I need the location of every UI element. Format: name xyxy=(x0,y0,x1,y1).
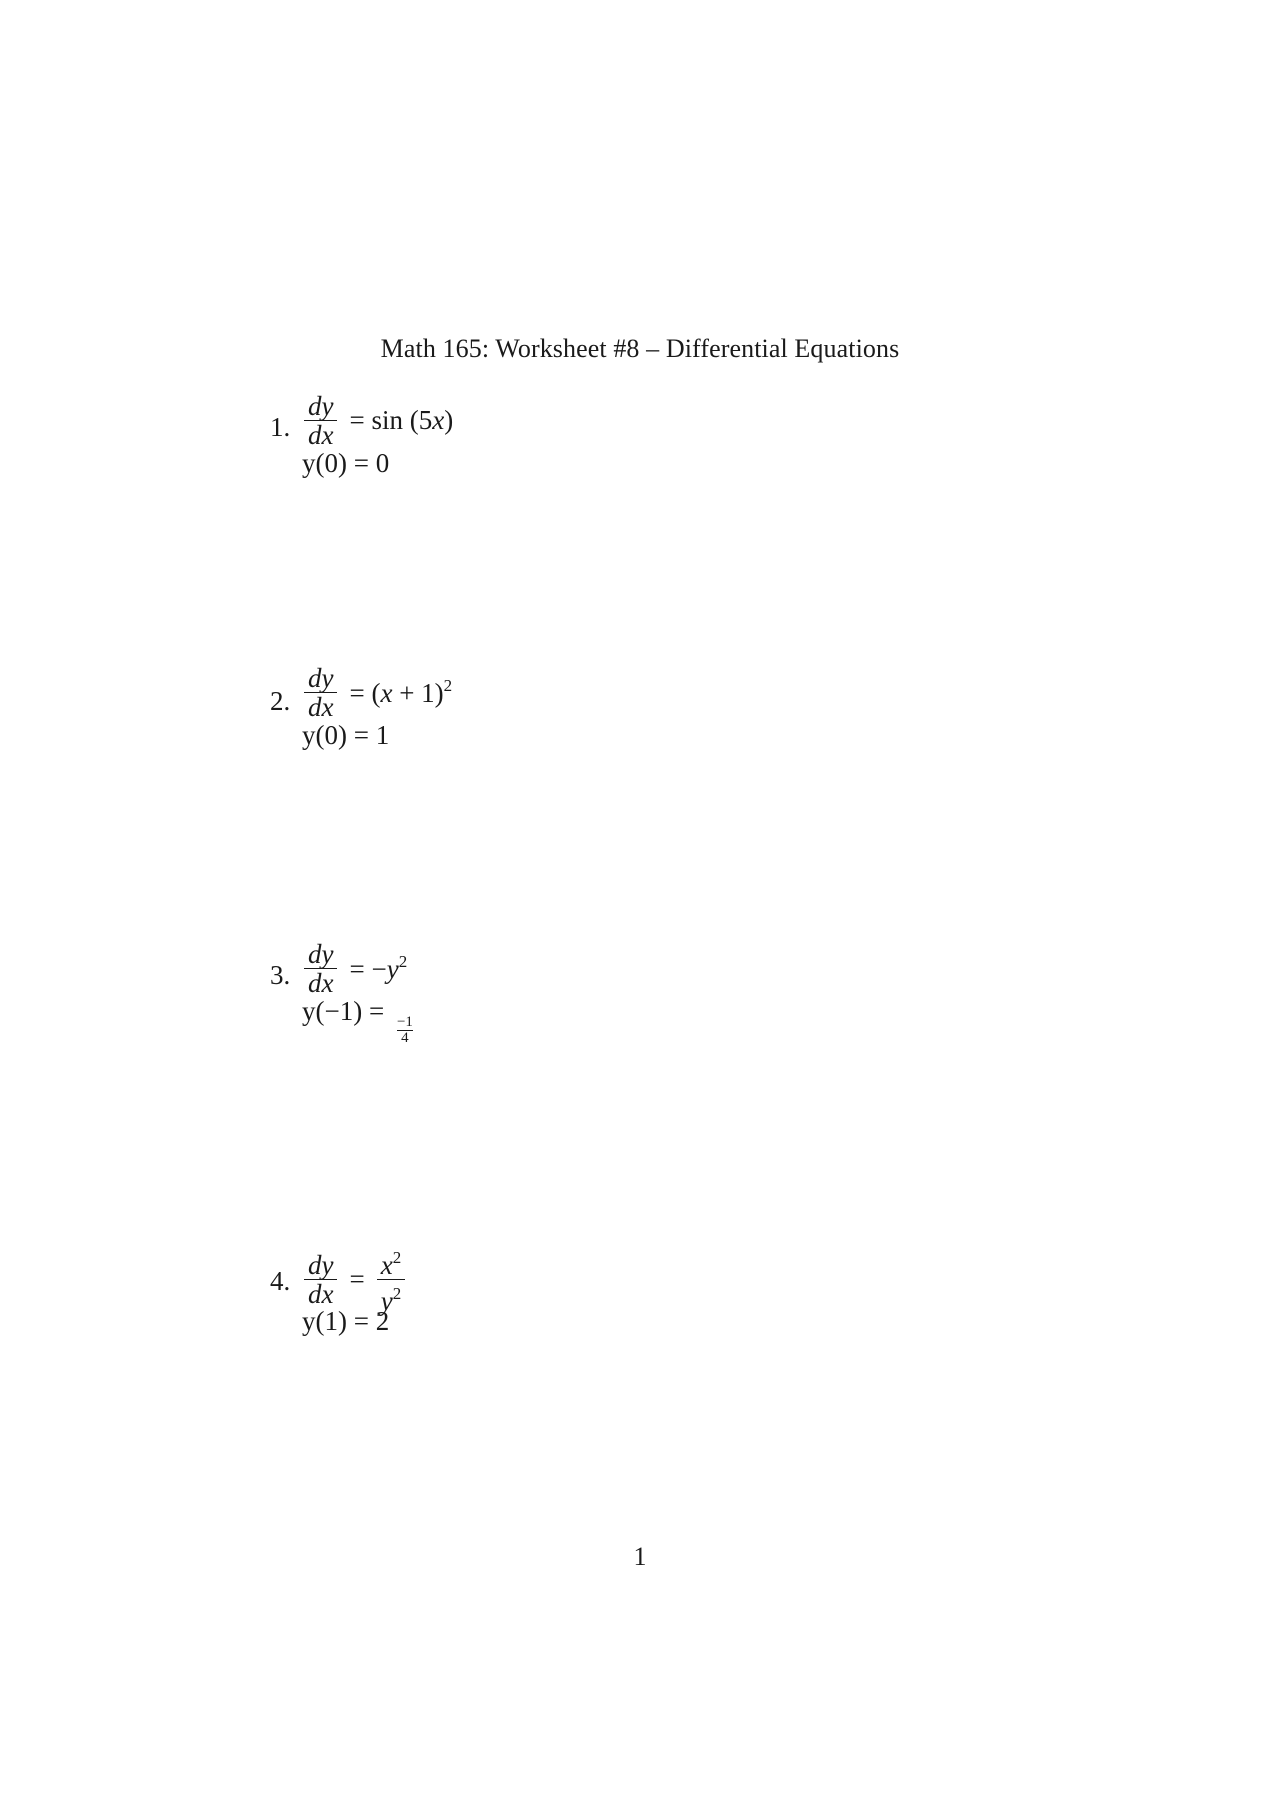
differential-equation xyxy=(302,664,452,721)
derivative-fraction xyxy=(304,940,337,997)
rhs-numerator-exponent: 2 xyxy=(392,1248,402,1267)
rhs-fraction-numerator xyxy=(377,1244,405,1279)
rhs-suffix: ) xyxy=(444,405,454,435)
derivative-denominator: dx xyxy=(308,420,334,450)
rhs-exponent: 2 xyxy=(443,676,453,695)
page-number: 1 xyxy=(633,1542,647,1571)
condition-lhs: y(−1) = xyxy=(302,996,385,1026)
derivative-numerator: dy xyxy=(308,939,334,969)
derivative-fraction xyxy=(304,392,337,449)
problem-number: 2. xyxy=(270,686,291,716)
equation-rhs xyxy=(349,676,452,709)
rhs-exponent: 2 xyxy=(398,952,408,971)
rhs-prefix: = sin (5 xyxy=(349,405,433,435)
differential-equation xyxy=(302,392,453,449)
rhs-prefix: = ( xyxy=(349,678,381,708)
initial-condition: y(1) = 2 xyxy=(302,1306,390,1336)
problem-number: 1. xyxy=(270,412,291,442)
problem-2 xyxy=(270,664,870,754)
problem-4 xyxy=(270,1244,870,1344)
problem-1 xyxy=(270,392,870,482)
derivative-numerator: dy xyxy=(308,1250,334,1280)
page-title: Math 165: Worksheet #8 – Differential Equations xyxy=(380,334,900,363)
condition-fraction-denominator: 4 xyxy=(401,1030,409,1046)
condition-fraction-numerator: −1 xyxy=(396,1014,413,1030)
rhs-suffix: + 1) xyxy=(392,678,444,708)
initial-condition: y(0) = 1 xyxy=(302,720,390,750)
equation-rhs xyxy=(349,952,407,985)
equation-rhs xyxy=(349,405,453,436)
rhs-variable: x xyxy=(380,678,393,708)
derivative-denominator: dx xyxy=(308,692,334,722)
rhs-variable: y xyxy=(386,954,399,984)
problem-number: 3. xyxy=(270,960,291,990)
condition-fraction xyxy=(397,1015,413,1046)
derivative-fraction xyxy=(304,1251,337,1308)
rhs-fraction xyxy=(377,1244,405,1315)
initial-condition xyxy=(302,996,413,1046)
derivative-numerator: dy xyxy=(308,663,334,693)
rhs-prefix: = − xyxy=(349,954,387,984)
equals-sign: = xyxy=(349,1264,365,1294)
derivative-denominator: dx xyxy=(308,1279,334,1309)
problem-number: 4. xyxy=(270,1266,291,1296)
problem-3 xyxy=(270,939,870,1046)
differential-equation xyxy=(302,1244,407,1315)
derivative-fraction xyxy=(304,664,337,721)
initial-condition: y(0) = 0 xyxy=(302,448,390,478)
rhs-variable: x xyxy=(432,405,445,435)
derivative-denominator: dx xyxy=(308,968,334,998)
rhs-denominator-exponent: 2 xyxy=(392,1284,402,1303)
differential-equation xyxy=(302,940,407,997)
derivative-numerator: dy xyxy=(308,391,334,421)
rhs-numerator-variable: x xyxy=(380,1250,393,1280)
rhs-denominator-variable: y xyxy=(380,1286,393,1316)
